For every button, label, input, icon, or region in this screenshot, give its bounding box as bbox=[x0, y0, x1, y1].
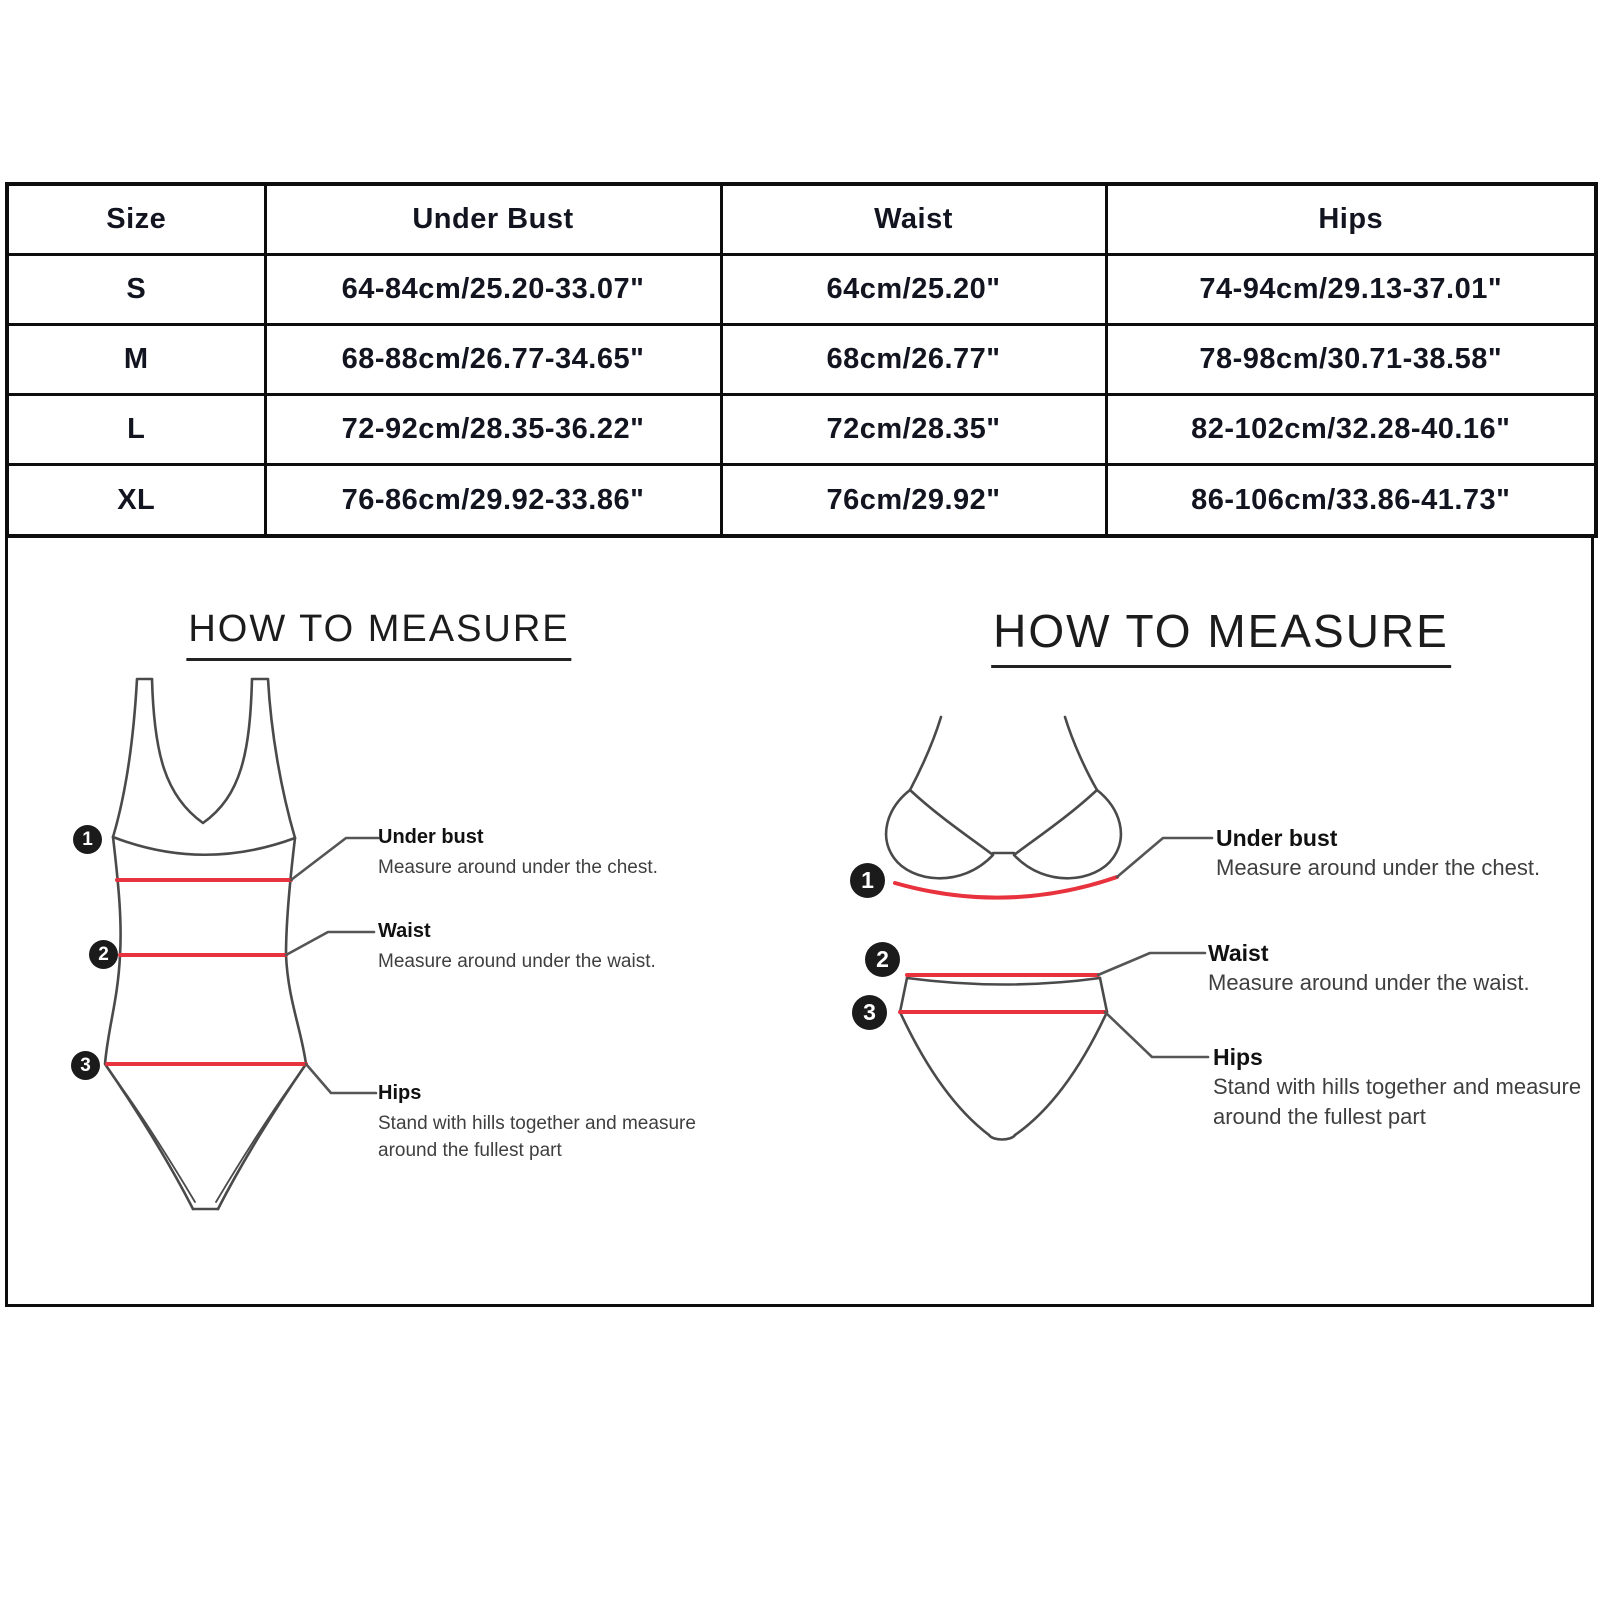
table-row-s bbox=[7, 255, 1596, 325]
under-bust-cell: 64-84cm/25.20-33.07" bbox=[265, 255, 721, 325]
waist-cell: 72cm/28.35" bbox=[721, 395, 1106, 465]
size-chart bbox=[5, 182, 1594, 538]
under-bust-measure-curve bbox=[895, 877, 1117, 898]
under-bust-annotation bbox=[1216, 823, 1540, 883]
bikini-left-cup bbox=[886, 790, 993, 878]
table-row-xl bbox=[7, 465, 1596, 536]
step-marker-1: 1 bbox=[73, 825, 102, 854]
annotation-label: Under bust bbox=[378, 826, 484, 848]
annotation-label: Hips bbox=[378, 1082, 422, 1104]
bikini-left-strap bbox=[910, 717, 941, 790]
bikini-right-strap bbox=[1065, 717, 1097, 790]
bikini-bottom-right-side bbox=[1100, 978, 1107, 1012]
hips-cell: 82-102cm/32.28-40.16" bbox=[1106, 395, 1596, 465]
swimsuit-chest-seam bbox=[113, 837, 295, 855]
annotation-description: Measure around under the chest. bbox=[378, 857, 658, 878]
column-header-under-bust: Under Bust bbox=[265, 184, 721, 255]
annotation-description: Measure around under the chest. bbox=[1216, 855, 1541, 880]
step-marker-1: 1 bbox=[850, 863, 885, 898]
waist-leader-line bbox=[286, 932, 374, 955]
column-header-hips: Hips bbox=[1106, 184, 1596, 255]
waist-leader-line bbox=[1098, 953, 1205, 975]
under-bust-cell: 76-86cm/29.92-33.86" bbox=[265, 465, 721, 536]
annotation-description: Stand with hills together and measure around the fullest part bbox=[378, 1113, 696, 1161]
column-header-size: Size bbox=[7, 184, 265, 255]
swimsuit-neckline bbox=[152, 679, 252, 823]
bikini-left-leg bbox=[900, 1012, 989, 1135]
bikini-bottom-top-edge bbox=[907, 978, 1100, 985]
size-cell: L bbox=[7, 395, 265, 465]
annotation-label: Under bust bbox=[1216, 825, 1338, 851]
annotation-description: Stand with hills together and measure around the fullest part bbox=[1213, 1074, 1582, 1129]
size-chart-table bbox=[5, 182, 1598, 538]
hips-leader-line bbox=[306, 1064, 376, 1093]
step-marker-2: 2 bbox=[89, 940, 118, 969]
size-cell: M bbox=[7, 325, 265, 395]
waist-annotation bbox=[378, 918, 656, 975]
under-bust-annotation bbox=[378, 824, 658, 881]
under-bust-leader-line bbox=[1117, 838, 1212, 877]
bikini-crotch bbox=[989, 1135, 1015, 1140]
bikini-right-leg bbox=[1015, 1012, 1107, 1135]
header-row bbox=[7, 184, 1596, 255]
hips-annotation bbox=[1213, 1042, 1595, 1132]
table-row-m bbox=[7, 325, 1596, 395]
annotation-label: Waist bbox=[1208, 940, 1269, 966]
column-header-waist: Waist bbox=[721, 184, 1106, 255]
swimsuit-right-strap bbox=[252, 679, 295, 838]
how-to-measure-title-right: HOW TO MEASURE bbox=[991, 604, 1451, 668]
step-marker-3: 3 bbox=[852, 995, 887, 1030]
table-row-l bbox=[7, 395, 1596, 465]
how-to-measure-title-left: HOW TO MEASURE bbox=[186, 608, 571, 661]
hips-cell: 86-106cm/33.86-41.73" bbox=[1106, 465, 1596, 536]
size-cell: XL bbox=[7, 465, 265, 536]
swimsuit-diagram bbox=[105, 679, 378, 1209]
bikini-bottom-left-side bbox=[900, 978, 907, 1012]
hips-annotation bbox=[378, 1080, 708, 1164]
swimsuit-left-side bbox=[105, 837, 193, 1209]
swimsuit-right-side bbox=[218, 838, 306, 1209]
waist-cell: 64cm/25.20" bbox=[721, 255, 1106, 325]
under-bust-cell: 68-88cm/26.77-34.65" bbox=[265, 325, 721, 395]
hips-cell: 78-98cm/30.71-38.58" bbox=[1106, 325, 1596, 395]
step-marker-2: 2 bbox=[865, 942, 900, 977]
size-cell: S bbox=[7, 255, 265, 325]
step-marker-3: 3 bbox=[71, 1051, 100, 1080]
waist-annotation bbox=[1208, 938, 1530, 998]
annotation-description: Measure around under the waist. bbox=[1208, 970, 1530, 995]
bikini-diagram bbox=[886, 717, 1212, 1140]
under-bust-cell: 72-92cm/28.35-36.22" bbox=[265, 395, 721, 465]
bikini-right-cup bbox=[1014, 790, 1121, 878]
annotation-label: Hips bbox=[1213, 1044, 1263, 1070]
annotation-description: Measure around under the waist. bbox=[378, 951, 656, 972]
swimsuit-left-strap bbox=[113, 679, 152, 837]
hips-cell: 74-94cm/29.13-37.01" bbox=[1106, 255, 1596, 325]
under-bust-leader-line bbox=[291, 838, 378, 880]
annotation-label: Waist bbox=[378, 920, 431, 942]
waist-cell: 76cm/29.92" bbox=[721, 465, 1106, 536]
hips-leader-line bbox=[1105, 1012, 1208, 1057]
waist-cell: 68cm/26.77" bbox=[721, 325, 1106, 395]
